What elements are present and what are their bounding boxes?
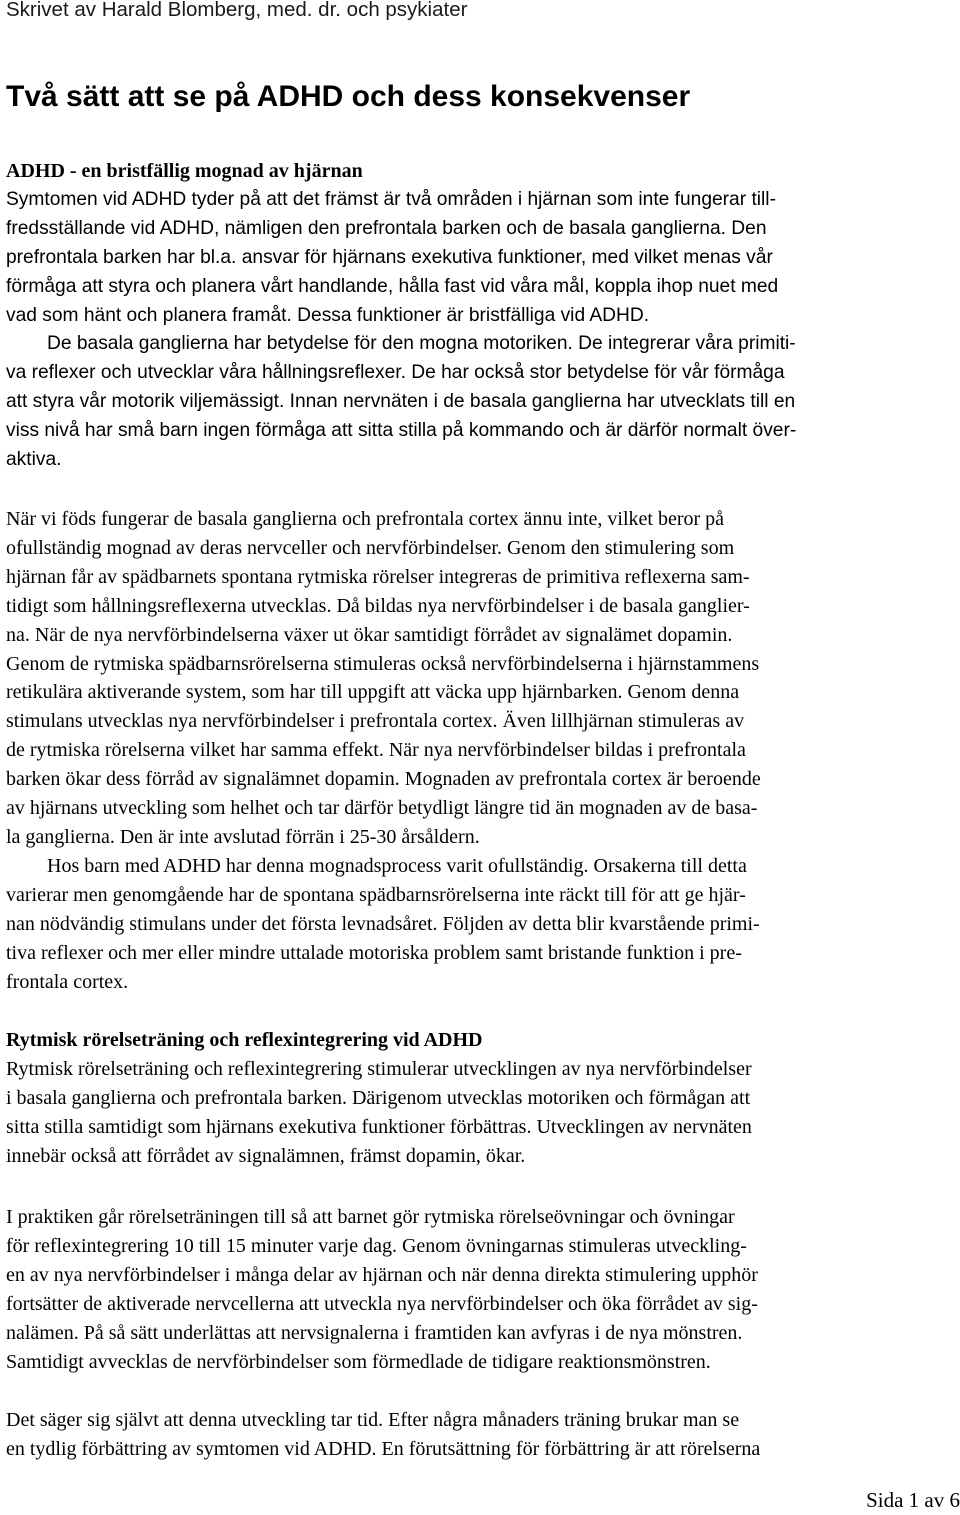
text-line: na. När de nya nervförbindelserna växer ut ökar samtidigt förrådet av signalämet dopamin. bbox=[6, 623, 733, 646]
author-line: Skrivet av Harald Blomberg, med. dr. och psykiater bbox=[6, 0, 468, 21]
text-line: att styra vår motorik viljemässigt. Innan nervnäten i de basala ganglierna har utvecklats till en bbox=[6, 391, 796, 413]
text-line: stimulans utvecklas nya nervförbindelser i prefrontala cortex. Även lillhjärnan stimuleras av bbox=[6, 710, 745, 733]
text-line: barken ökar dess förråd av signalämnet dopamin. Mognaden av prefrontala cortex är beroende bbox=[6, 768, 761, 791]
section-adhd-maturation bbox=[6, 157, 954, 475]
section-rhythmic-training bbox=[6, 1026, 954, 1171]
text-line: prefrontala barken har bl.a. ansvar för hjärnans exekutiva funktioner, med vilket menas vår bbox=[6, 246, 773, 268]
text-line: retikulära aktiverande system, som har till uppgift att väcka upp hjärnbarken. Genom denna bbox=[6, 681, 740, 704]
text-line: Rytmisk rörelseträning och reflexintegrering stimulerar utvecklingen av nya nervförbindelser bbox=[6, 1057, 752, 1080]
text-line: för reflexintegrering 10 till 15 minuter varje dag. Genom övningarnas stimuleras utveckling- bbox=[6, 1234, 747, 1257]
text-line: När vi föds fungerar de basala ganglierna och prefrontala cortex ännu inte, vilket beror på bbox=[6, 508, 725, 530]
page-title: Två sätt att se på ADHD och dess konsekvenser bbox=[6, 80, 691, 113]
text-line: Symtomen vid ADHD tyder på att det främst är två områden i hjärnan som inte fungerar till- bbox=[6, 188, 776, 210]
text-line: frontala cortex. bbox=[6, 970, 129, 993]
text-line: Det säger sig självt att denna utveckling tar tid. Efter några månaders träning brukar man se bbox=[6, 1409, 740, 1431]
text-line: förmåga att styra och planera vårt handlande, hålla fast vid våra mål, koppla ihop nuet med bbox=[6, 275, 779, 297]
section-heading: Rytmisk rörelseträning och reflexintegrering vid ADHD bbox=[6, 1029, 483, 1051]
text-line: Hos barn med ADHD har denna mognadsprocess varit ofullständig. Orsakerna till detta bbox=[47, 854, 747, 877]
text-line: fortsätter de aktiverade nervcellerna att utveckla nya nervförbindelser och öka förrådet av sig- bbox=[6, 1292, 758, 1315]
text-line: av hjärnans utveckling som helhet och tar därför betydligt längre tid än mognaden av de basa- bbox=[6, 797, 758, 820]
text-line: sitta stilla samtidigt som hjärnans exekutiva funktioner förbättras. Utvecklingen av nervnäten bbox=[6, 1115, 752, 1138]
text-line: De basala ganglierna har betydelse för den mogna motoriken. De integrerar våra primiti- bbox=[47, 333, 796, 355]
text-line: vad som hänt och planera framåt. Dessa funktioner är bristfälliga vid ADHD. bbox=[6, 304, 650, 326]
text-line: fredsställande vid ADHD, nämligen den prefrontala barken och de basala ganglierna. Den bbox=[6, 217, 767, 239]
text-line: I praktiken går rörelseträningen till så att barnet gör rytmiska rörelseövningar och övningar bbox=[6, 1206, 735, 1228]
paragraph-brain-development bbox=[6, 505, 954, 996]
text-line: i basala ganglierna och prefrontala barken. Därigenom utvecklas motoriken och förmågan att bbox=[6, 1086, 751, 1109]
text-line: va reflexer och utvecklar våra hållningsreflexer. De har också stor betydelse för vår förmåga bbox=[6, 362, 785, 384]
text-line: nalämen. På så sätt underlättas att nervsignalerna i framtiden kan avfyras i de nya mönstren. bbox=[6, 1321, 743, 1344]
text-line: de rytmiska rörelserna vilket har samma effekt. När nya nervförbindelser bildas i prefrontala bbox=[6, 739, 746, 762]
text-line: Genom de rytmiska spädbarnsrörelserna stimuleras också nervförbindelserna i hjärnstammens bbox=[6, 652, 760, 675]
page-number: Sida 1 av 6 bbox=[866, 1488, 960, 1512]
text-line: nan nödvändig stimulans under det första levnadsåret. Följden av detta blir kvarstående primi- bbox=[6, 912, 760, 935]
text-line: tidigt som hållningsreflexerna utvecklas. Då bildas nya nervförbindelser i de basala ganglier- bbox=[6, 594, 750, 617]
text-line: varierar men genomgående har de spontana spädbarnsrörelserna inte räckt till för att ge hjär- bbox=[6, 883, 746, 906]
text-line: en tydlig förbättring av symtomen vid ADHD. En förutsättning för förbättring är att rörelserna bbox=[6, 1437, 761, 1460]
section-heading: ADHD - en bristfällig mognad av hjärnan bbox=[6, 160, 363, 182]
text-line: la ganglierna. Den är inte avslutad förrän i 25-30 årsåldern. bbox=[6, 825, 480, 848]
paragraph-timeline bbox=[6, 1406, 954, 1464]
paragraph-practice bbox=[6, 1203, 954, 1376]
text-line: ofullständig mognad av deras nervceller och nervförbindelser. Genom den stimulering som bbox=[6, 536, 735, 559]
text-line: aktiva. bbox=[6, 449, 62, 471]
text-line: viss nivå har små barn ingen förmåga att sitta stilla på kommando och är därför normalt över- bbox=[6, 420, 797, 442]
text-line: innebär också att förrådet av signalämnen, främst dopamin, ökar. bbox=[6, 1144, 526, 1167]
text-line: hjärnan får av spädbarnets spontana rytmiska rörelser integreras de primitiva reflexerna sam- bbox=[6, 565, 750, 588]
text-line: tiva reflexer och mer eller mindre uttalade motoriska problem samt bristande funktion i pre- bbox=[6, 941, 742, 964]
text-line: en av nya nervförbindelser i många delar av hjärnan och när denna direkta stimulering upphör bbox=[6, 1263, 758, 1286]
text-line: Samtidigt avvecklas de nervförbindelser som förmedlade de tidigare reaktionsmönstren. bbox=[6, 1350, 711, 1373]
